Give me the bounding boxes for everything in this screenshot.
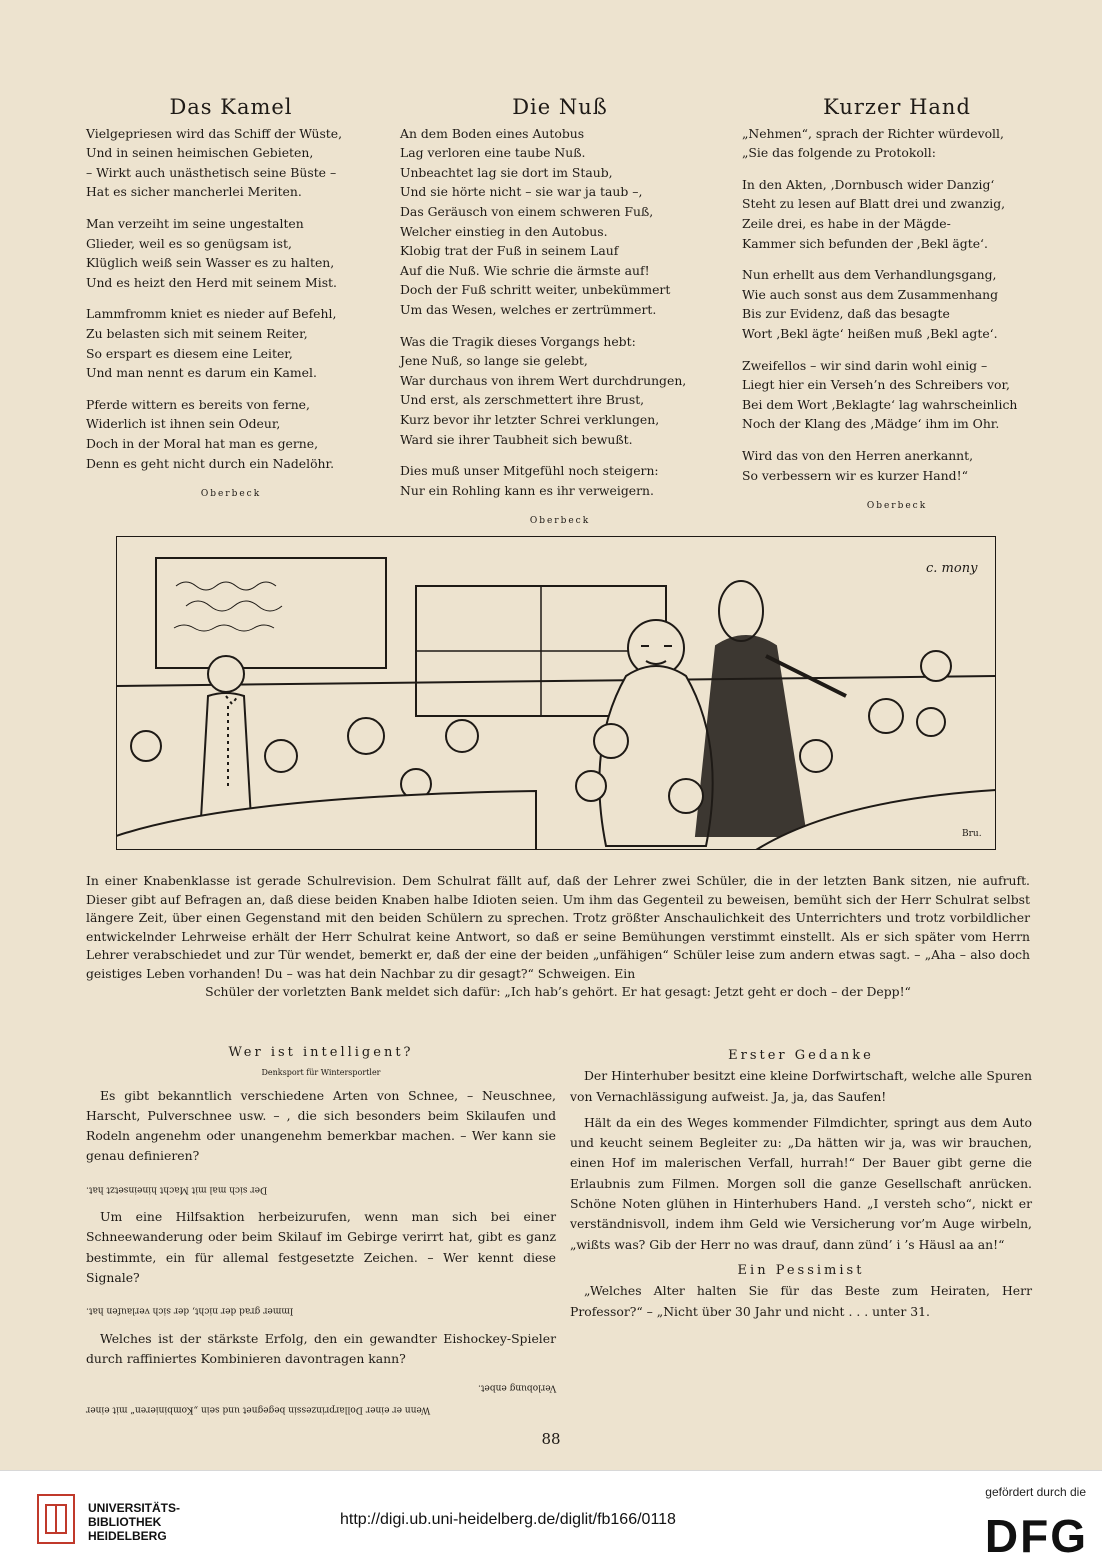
poem-author: Oberbeck xyxy=(529,516,591,527)
poem-line: Zeile drei, es habe in der Mägde- xyxy=(742,215,951,231)
stanza xyxy=(742,356,1052,434)
article-title-ein-pessimist: Ein Pessimist xyxy=(737,1262,865,1278)
answer-3-line-2: Wenn er einer Dollarprinzessin begegnet und sein „Kombinieren“ mit einer xyxy=(86,1404,431,1415)
article-title-erster-gedanke: Erster Gedanke xyxy=(728,1048,874,1063)
stanza xyxy=(742,124,1052,163)
caption-body: In einer Knabenklasse ist gerade Schulrevision. Dem Schulrat fällt auf, daß der Lehrer zwei Schüler, die in der letzten Bank sitzen, nie aufruft. Dieser gibt auf Befragen an, daß diese beiden Knaben halbe Idioten seien. Um ihm das Gegenteil zu beweisen, bemüht sich der Herr Schulrat selbst längere Zeit, über einen Gegenstand mit den beiden Schülern zu sprechen. Trotz größter Anschaulichkeit des Unterrichters und trotz vorbildlicher entwickelnder Lehrweise erhält der Herr Schulrat keine Antwort, so daß er seine Bemühungen verstimmt einstellt. Als er sich später vom Herrn Lehrer verabschiedet und zur Tür wendet, bemerkt er, daß der eine der beiden „unfähigen“ Schüler leise zum andern etwas sagt. – „Aha – also doch geistiges Leben vorhanden! Du – was hat dein Nachbar zu dir gesagt?“ Schweigen. Ein xyxy=(86,873,1030,981)
funded-by-label: gefördert durch die xyxy=(985,1485,1086,1499)
poem-line: War durchaus von ihrem Wert durchdrungen, xyxy=(400,372,687,388)
poem-line: Und es heizt den Herd mit seinem Mist. xyxy=(86,274,337,290)
poem-line: Was die Tragik dieses Vorgangs hebt: xyxy=(400,333,636,349)
poem-line: Nun erhellt aus dem Verhandlungsgang, xyxy=(742,267,997,283)
poem-line: Wird das von den Herren anerkannt, xyxy=(742,447,974,463)
poem-title: Die Nuß xyxy=(512,95,608,119)
poem-kurzer-hand xyxy=(742,95,1052,517)
university-seal-icon xyxy=(36,1493,76,1545)
viewer-footer xyxy=(0,1470,1102,1568)
stanza xyxy=(86,214,376,292)
stanza xyxy=(400,461,720,500)
poem-line: Ward sie ihrer Taubheit sich bewußt. xyxy=(400,431,633,447)
poem-line: Doch in der Moral hat man es gerne, xyxy=(86,435,319,451)
answer-3-line-1: Verlobung enbet. xyxy=(477,1382,556,1393)
answer-3-line-2-wrap xyxy=(86,1397,556,1419)
library-name-line: UNIVERSITÄTS- xyxy=(88,1501,181,1515)
permalink[interactable]: http://digi.ub.uni-heidelberg.de/diglit/fb166/0118 xyxy=(340,1511,676,1528)
caption-last-line: Schüler der vorletzten Bank meldet sich dafür: „Ich hab’s gehört. Er hat gesagt: Jetzt geht er doch – der Depp!“ xyxy=(205,984,911,999)
library-name xyxy=(88,1501,180,1543)
poem-line: Nur ein Rohling kann es ihr verweigern. xyxy=(400,482,654,498)
poem-title: Kurzer Hand xyxy=(823,95,971,119)
poem-line: Hat es sicher mancherlei Meriten. xyxy=(86,184,302,200)
poem-author: Oberbeck xyxy=(200,489,262,500)
poem-line: Man verzeiht im seine ungestalten xyxy=(86,215,304,231)
poem-line: Bei dem Wort ‚Beklagte‘ lag wahrscheinlich xyxy=(742,396,1018,412)
poem-line: Kammer sich befunden der ‚Bekl ägte‘. xyxy=(742,235,988,251)
poem-line: So verbessern wir es kurzer Hand!“ xyxy=(742,467,968,483)
stanza xyxy=(86,395,376,473)
article-subtitle: Denksport für Wintersportler xyxy=(261,1068,381,1078)
stanza xyxy=(86,304,376,382)
poem-line: Zweifellos – wir sind darin wohl einig – xyxy=(742,357,988,373)
answer-2-upside-down: Immer grad der nicht, der sich verlaufen hat. xyxy=(86,1305,294,1316)
stanza xyxy=(86,124,376,202)
classroom-illustration xyxy=(116,536,996,850)
poem-line: Steht zu lesen auf Blatt drei und zwanzig, xyxy=(742,196,1006,212)
poem-title: Das Kamel xyxy=(169,95,293,119)
poem-line: Denn es geht nicht durch ein Nadelöhr. xyxy=(86,455,335,471)
poem-line: Und sie hörte nicht – sie war ja taub –, xyxy=(400,184,643,200)
poem-line: „Nehmen“, sprach der Richter würdevoll, xyxy=(742,125,1004,141)
poem-line: So erspart es diesem eine Leiter, xyxy=(86,345,293,361)
article-title: Wer ist intelligent? xyxy=(228,1045,414,1060)
question-3: Welches ist der stärkste Erfolg, den ein gewandter Eishockey-Spieler durch raffiniertes Kombinieren davontragen kann? xyxy=(86,1330,556,1366)
poem-line: In den Akten, ‚Dornbusch wider Danzig‘ xyxy=(742,176,995,192)
poem-line: „Sie das folgende zu Protokoll: xyxy=(742,145,936,161)
stanza xyxy=(742,446,1052,485)
artist-signature: c. mony xyxy=(926,561,978,576)
stanza xyxy=(400,124,720,320)
poem-line: Kurz bevor ihr letzter Schrei verklungen, xyxy=(400,411,660,427)
poem-line: Noch der Klang des ‚Mädge‘ ihm im Ohr. xyxy=(742,416,1000,432)
page-number: 88 xyxy=(541,1430,561,1448)
poem-line: – Wirkt auch unästhetisch seine Büste – xyxy=(86,164,337,180)
question-1: Es gibt bekanntlich verschiedene Arten von Schnee, – Neuschnee, Harscht, Pulverschnee usw. – , die sich besonders beim Skilaufen und Rodeln angenehm oder unangenehm bemerkbar machen. – Wer kann sie genau definieren? xyxy=(86,1087,556,1164)
paragraph: Der Hinterhuber besitzt eine kleine Dorfwirtschaft, welche alle Spuren von Vernachlässigung aufweist. Ja, ja, das Saufen! xyxy=(570,1068,1032,1104)
poem-das-kamel xyxy=(86,95,376,505)
corner-mark: Bru. xyxy=(962,829,982,839)
question-2: Um eine Hilfsaktion herbeizurufen, wenn man sich bei einer Schneewanderung oder beim Skilauf im Gebirge verirrt hat, gibt es ganz bestimmte, ein für allemal festgesetzte Zeichen. – Wer kennt diese Signale? xyxy=(86,1209,556,1285)
poem-line: Glieder, weil es so genügsam ist, xyxy=(86,235,292,251)
poem-author: Oberbeck xyxy=(866,501,928,512)
illustration-caption xyxy=(86,872,1030,1002)
stanza xyxy=(742,175,1052,253)
poem-line: Dies muß unser Mitgefühl noch steigern: xyxy=(400,463,659,479)
poem-line: Bis zur Evidenz, daß das besagte xyxy=(742,306,950,322)
poem-line: Das Geräusch von einem schweren Fuß, xyxy=(400,203,654,219)
poem-line: Welcher einstieg in den Autobus. xyxy=(400,223,608,239)
article-wer-ist-intelligent xyxy=(86,1043,556,1420)
poem-line: Lag verloren eine taube Nuß. xyxy=(400,145,586,161)
answer-3-upside-down xyxy=(86,1375,556,1397)
poem-line: Klüglich weiß sein Wasser es zu halten, xyxy=(86,255,335,271)
poem-line: Widerlich ist ihnen sein Odeur, xyxy=(86,416,281,432)
paragraph: „Welches Alter halten Sie für das Beste zum Heiraten, Herr Professor?“ – „Nicht über 30 Jahr und nicht . . . unter 31. xyxy=(570,1283,1032,1319)
answer-1-upside-down: Der sich mal mit Macht hineinsetzt hat. xyxy=(86,1184,268,1195)
poem-line: Jene Nuß, so lange sie gelebt, xyxy=(400,353,588,369)
poem-line: Und in seinen heimischen Gebieten, xyxy=(86,145,314,161)
paragraph: Hält da ein des Weges kommender Filmdichter, springt aus dem Auto und keucht seinem Begleiter zu: „Da hätten wir ja, was wir brauchen, einen Hof im malerischen Verfall, hurrah!“ Der Bauer gibt gerne die Erlaubnis zum Filmen. Morgen soll die ganze Gesellschaft anrücken. Schöne Noten glühen in Hinterhubers Hand. „I versteh scho“, nickt er verständnisvoll, indem ihm Geld wie Versicherung vor’m Auge wirbeln, „wißts was? Gib der Herr no was drauf, dann zünd’ i ’s Häusl aa an!“ xyxy=(570,1114,1032,1252)
library-name-line: BIBLIOTHEK xyxy=(88,1515,162,1529)
poem-line: Doch der Fuß schritt weiter, unbekümmert xyxy=(400,282,671,298)
poem-line: Und erst, als zerschmettert ihre Brust, xyxy=(400,392,645,408)
poem-line: Klobig trat der Fuß in seinem Lauf xyxy=(400,243,619,259)
poem-line: Vielgepriesen wird das Schiff der Wüste, xyxy=(86,125,343,141)
poem-die-nuss xyxy=(400,95,720,532)
poem-line: Und man nennt es darum ein Kamel. xyxy=(86,365,317,381)
poem-line: An dem Boden eines Autobus xyxy=(400,125,585,141)
poem-line: Zu belasten sich mit seinem Reiter, xyxy=(86,325,308,341)
poem-line: Unbeachtet lag sie dort im Staub, xyxy=(400,164,613,180)
poem-line: Pferde wittern es bereits von ferne, xyxy=(86,396,310,412)
poem-line: Wie auch sonst aus dem Zusammenhang xyxy=(742,286,999,302)
poem-line: Liegt hier ein Verseh’n des Schreibers vor, xyxy=(742,377,1010,393)
stanza xyxy=(400,332,720,450)
poem-line: Wort ‚Bekl ägte‘ heißen muß ‚Bekl agte‘. xyxy=(742,325,998,341)
library-name-line: HEIDELBERG xyxy=(88,1529,167,1543)
poem-line: Auf die Nuß. Wie schrie die ärmste auf! xyxy=(400,262,650,278)
stanza xyxy=(742,265,1052,343)
dfg-logo: DFG xyxy=(984,1510,1088,1562)
poem-line: Um das Wesen, welches er zertrümmert. xyxy=(400,301,657,317)
poem-line: Lammfromm kniet es nieder auf Befehl, xyxy=(86,306,337,322)
article-column-right xyxy=(570,1046,1032,1328)
